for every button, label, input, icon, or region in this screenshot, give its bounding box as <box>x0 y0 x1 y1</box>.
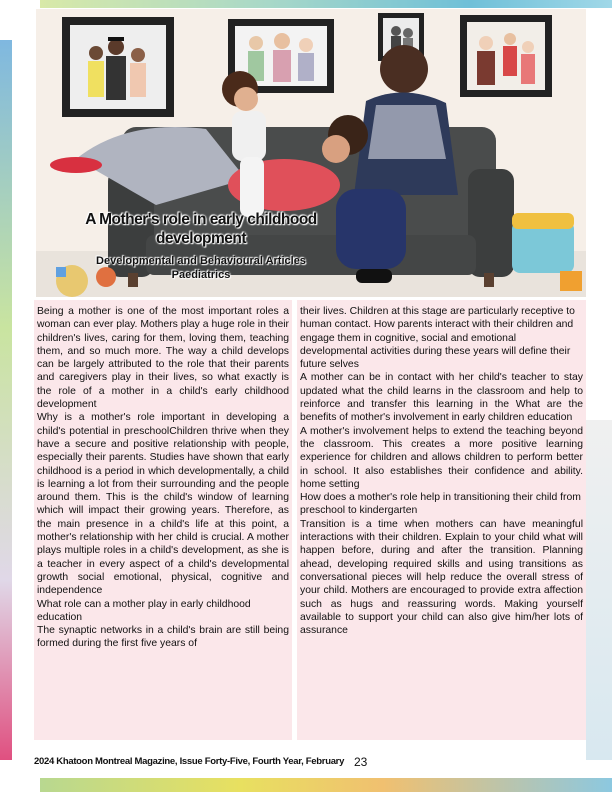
paragraph: Being a mother is one of the most important roles a woman can ever play. Mothers play a huge role in their children's lives, caring for them, loving them, teaching them, and so much more. The way a child develops can be largely attributed to the role that their parents and caregivers play in their lives, so what exactly is the role of a mother in a child's early childhood development <box>37 306 289 411</box>
left-decor-bar <box>0 40 12 760</box>
article-heading <box>66 210 336 282</box>
paragraph: The synaptic networks in a child's brain are still being formed during the first five years of <box>37 625 289 650</box>
top-decor-bar <box>40 0 612 8</box>
paragraph: their lives. Children at this stage are particularly receptive to human contact. How parents interact with their children and engage them in cognitive, social and emotional developmental activities during these years will define their future selves <box>300 306 575 371</box>
picture-frame-graduation <box>62 17 174 117</box>
page-number: 23 <box>354 755 368 769</box>
picture-frame-grandparents <box>460 15 552 97</box>
footer-magazine-info: 2024 Khatoon Montreal Magazine, Issue Forty-Five, Fourth Year, February <box>34 756 345 767</box>
bottom-decor-bar <box>40 778 612 792</box>
right-decor-bar <box>586 420 612 760</box>
article-column-right <box>297 300 586 740</box>
article-subtitle: Developmental and Behavioural Articles Paediatrics <box>96 255 306 281</box>
article-title: A Mother's role in early childhood development <box>85 211 317 247</box>
paragraph: A mother can be in contact with her child's teacher to stay updated what the child learns in the classroom and help to reinforce and transfer this learning in the What are the benefits of mother's involvement in early children education <box>300 372 583 424</box>
section-question: How does a mother's role help in transitioning their child from preschool to kindergarten <box>300 492 581 517</box>
section-question: What role can a mother play in early childhood education <box>37 598 251 623</box>
paragraph: Why is a mother's role important in developing a child's potential in preschoolChildren thrive when they have a secure and positive relationship with people, especially their parents. Studies have shown that early childhood is a period in which developmentally, a child is learning a lot from their surrounding and the people around them. This is the child's window of learning which will impact their growing years. Therefore, as the main presence in a child's life at this point, a mother's relationship with her child is crucial. A mother plays multiple roles in a child's development, as she is a teacher in every aspect of a child's developmental growth social emotional, physical, cognitive and independence <box>37 412 289 597</box>
article-column-left <box>34 300 292 740</box>
paragraph: Transition is a time when mothers can have meaningful interactions with their children. Explain to your child what will happen before, during and after the transition. Planning ahead, developing required skills and using transitions as conversational pieces will help reduce the overall stress of your child. Mothers are encouraged to provide extra affection such as hugs and reassuring words. Making yourself available to support your child can also give him/her lots of assurance <box>300 518 583 637</box>
paragraph: A mother's involvement helps to extend the teaching beyond the classroom. This creates a more positive learning experience for children and allows children to perform better in school. It also establishes their confidence and ability. home setting <box>300 425 583 490</box>
